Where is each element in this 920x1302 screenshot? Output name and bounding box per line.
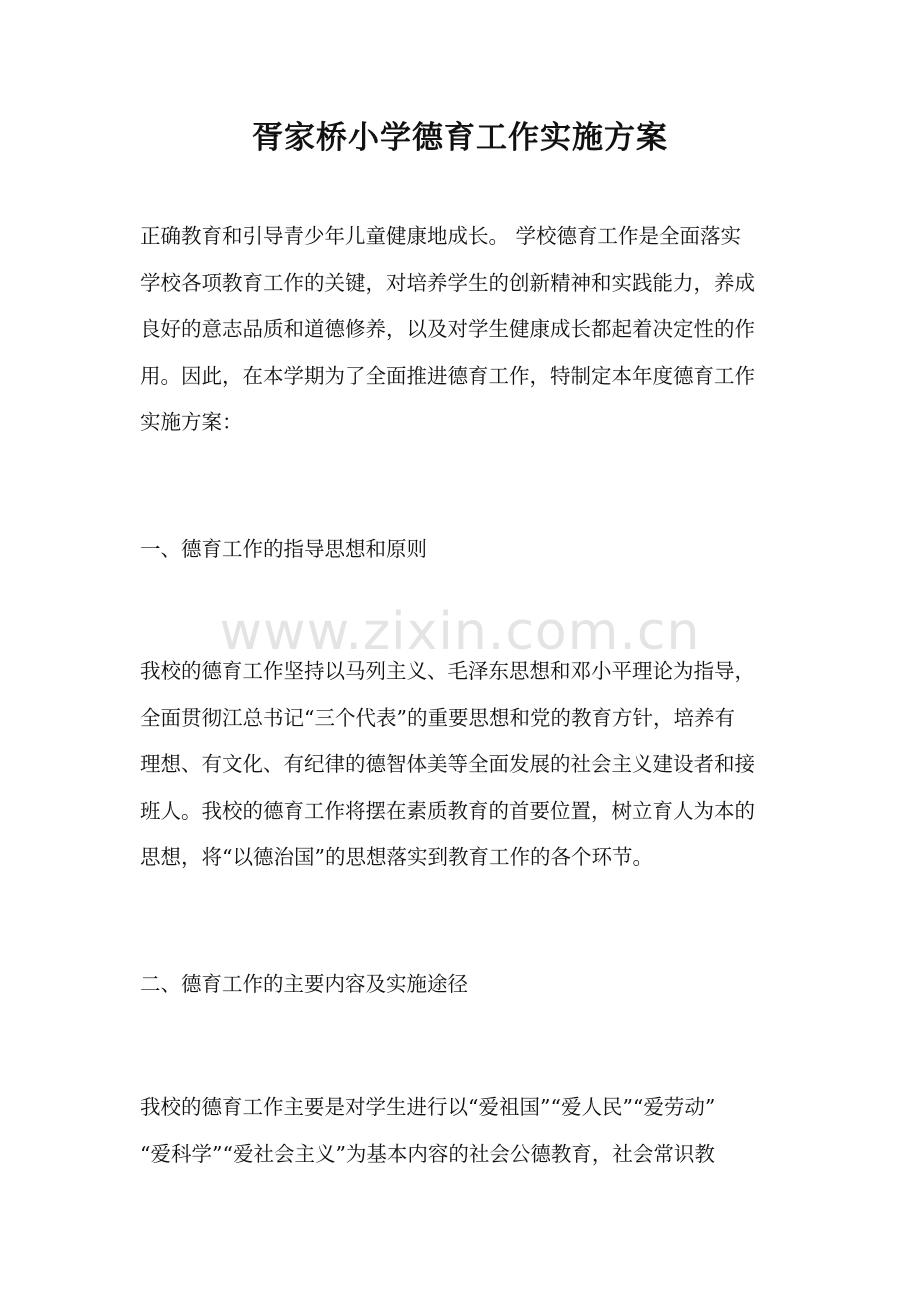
- document-title: 胥家桥小学德育工作实施方案: [252, 120, 668, 156]
- intro-paragraph: [140, 213, 788, 446]
- paragraph-line: 实施方案：: [140, 410, 243, 434]
- paragraph-line: 我校的德育工作坚持以马列主义、毛泽东思想和邓小平理论为指导，: [140, 659, 755, 683]
- section1-paragraph: [140, 648, 788, 881]
- paragraph-line: 思想，将“以德治国”的思想落实到教育工作的各个环节。: [140, 845, 653, 869]
- paragraph-line: “爱科学”“爱社会主义”为基本内容的社会公德教育，社会常识教: [140, 1141, 715, 1166]
- paragraph-line: 学校各项教育工作的关键，对培养学生的创新精神和实践能力，养成: [140, 270, 755, 295]
- section2-paragraph: [140, 1084, 788, 1177]
- paragraph-line: 班人。我校的德育工作将摆在素质教育的首要位置，树立育人为本的: [140, 798, 755, 823]
- paragraph-line: 良好的意志品质和道德修养，以及对学生健康成长都起着决定性的作: [140, 317, 755, 341]
- section-heading-2: 二、德育工作的主要内容及实施途径: [140, 972, 468, 996]
- paragraph-line: 正确教育和引导青少年儿童健康地成长。 学校德育工作是全面落实: [140, 224, 742, 248]
- paragraph-line: 理想、有文化、有纪律的德智体美等全面发展的社会主义建设者和接: [140, 752, 755, 776]
- paragraph-line: 我校的德育工作主要是对学生进行以“爱祖国”“爱人民”“爱劳动”: [140, 1095, 716, 1119]
- paragraph-line: 用。因此，在本学期为了全面推进德育工作，特制定本年度德育工作: [140, 363, 755, 388]
- watermark: www.zixin.com.cn: [219, 602, 701, 662]
- paragraph-line: 全面贯彻江总书记“三个代表”的重要思想和党的教育方针，培养有: [140, 705, 735, 730]
- section-heading-1: 一、德育工作的指导思想和原则: [140, 537, 427, 561]
